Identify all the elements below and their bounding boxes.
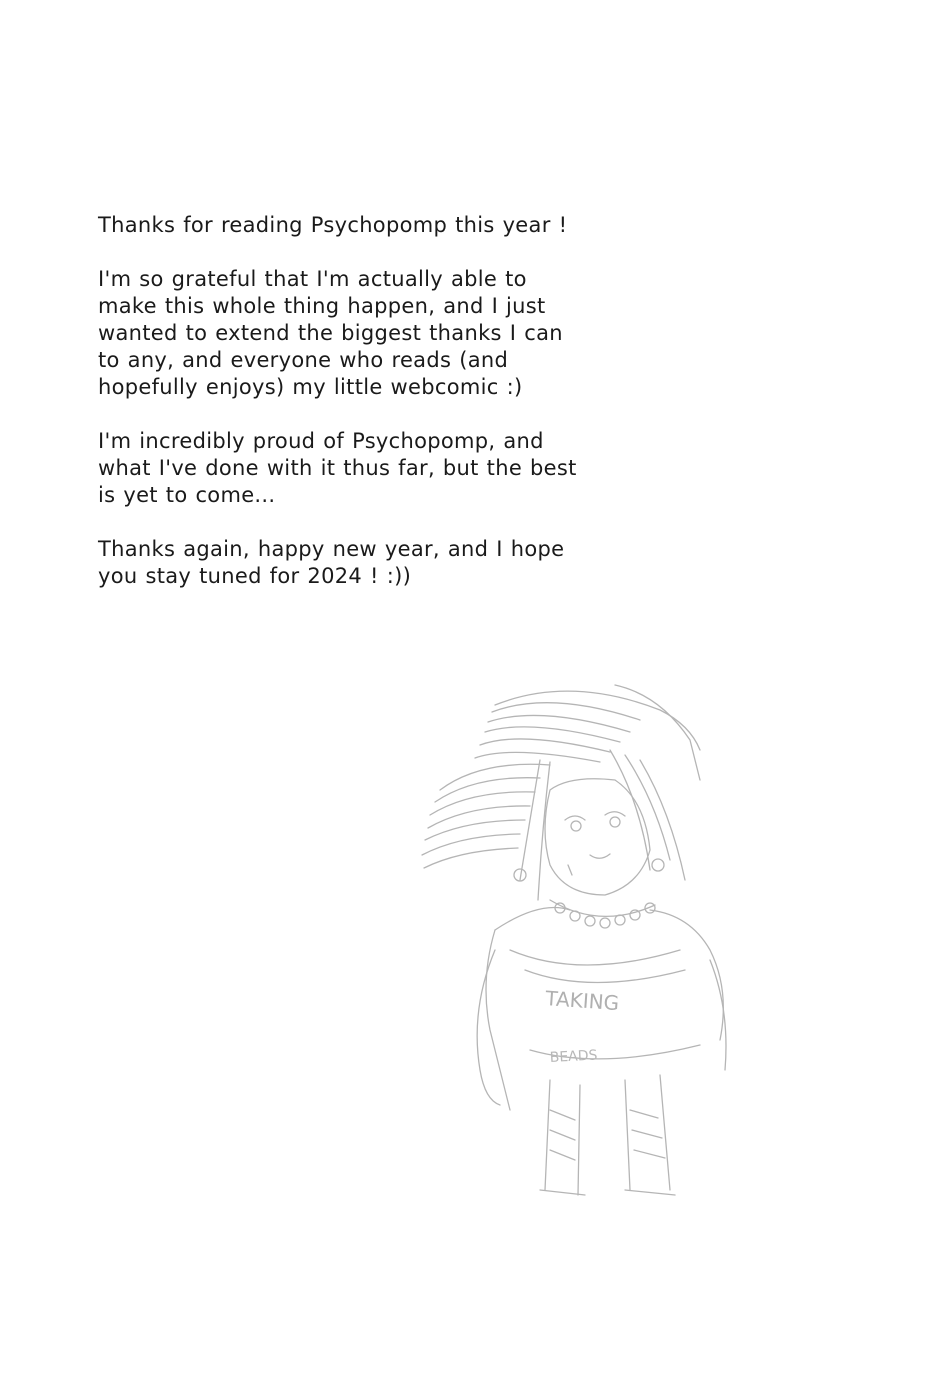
note-line: Thanks again, happy new year, and I hope [98,537,565,561]
note-line: hopefully enjoys) my little webcomic :) [98,375,523,399]
shirt-text-top: TAKING [544,986,620,1016]
note-paragraph-1 [98,212,658,239]
note-line: Thanks for reading Psychopomp this year ! [98,213,568,237]
note-paragraph-3 [98,428,658,509]
thank-you-note [98,212,658,617]
note-line: you stay tuned for 2024 ! :)) [98,564,412,588]
shirt-text-bottom: BEADS [549,1047,598,1066]
character-sketch-drawing [400,650,800,1230]
note-line: I'm incredibly proud of Psychopomp, and [98,429,544,453]
note-line: wanted to extend the biggest thanks I can [98,321,563,345]
character-sketch [400,650,800,1230]
note-paragraph-4 [98,536,658,590]
note-line: to any, and everyone who reads (and [98,348,509,372]
note-paragraph-2 [98,266,658,401]
note-line: make this whole thing happen, and I just [98,294,546,318]
note-line: I'm so grateful that I'm actually able to [98,267,527,291]
note-line: what I've done with it thus far, but the best [98,456,577,480]
note-line: is yet to come... [98,483,276,507]
